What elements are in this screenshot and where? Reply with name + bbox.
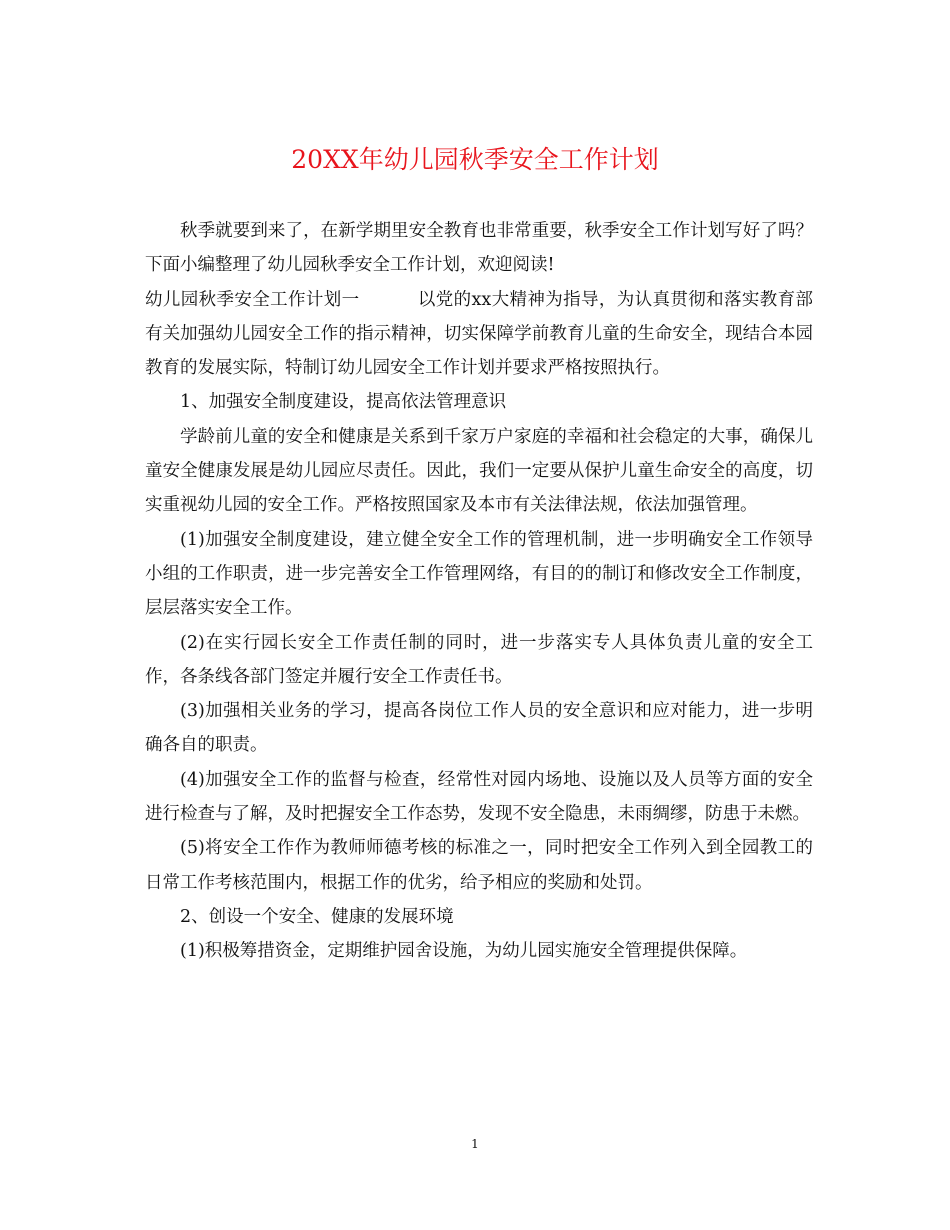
section-heading-1: 1、加强安全制度建设，提高依法管理意识 — [180, 392, 507, 413]
body-paragraph: 学龄前儿童的安全和健康是关系到千家万户家庭的幸福和社会稳定的大事，确保儿童安全健康发展是幼儿园应尽责任。因此，我们一定要从保护儿童生命安全的高度，切实重视幼儿园的安全工作。严格按照国家及本市有关法律法规，依法加强管理。 — [145, 426, 813, 516]
intro-paragraph: 秋季就要到来了，在新学期里安全教育也非常重要，秋季安全工作计划写好了吗？下面小编整理了幼儿园秋季安全工作计划，欢迎阅读! — [145, 221, 813, 276]
plan-intro-text: 以党的xx大精神为指导，为认真贯彻和落实教育部有关加强幼儿园安全工作的指示精神，切实保障学前教育儿童的生命安全，现结合本园教育的发展实际，特制订幼儿园安全工作计划并要求严格按照执行。 — [145, 289, 813, 379]
plan-one-paragraph — [145, 283, 813, 386]
document-body — [145, 214, 813, 969]
page-number: 1 — [471, 1137, 479, 1151]
list-item-1: (1)加强安全制度建设，建立健全安全工作的管理机制，进一步明确安全工作领导小组的工作职责，进一步完善安全工作管理网络，有目的的制订和修改安全工作制度，层层落实安全工作。 — [145, 529, 813, 619]
plan-label: 幼儿园秋季安全工作计划一 — [145, 289, 360, 310]
list-item-2: (2)在实行园长安全工作责任制的同时，进一步落实专人具体负责儿童的安全工作，各条线各部门签定并履行安全工作责任书。 — [145, 632, 813, 687]
section-heading-2: 2、创设一个安全、健康的发展环境 — [180, 906, 454, 927]
document-title: 20XX年幼儿园秋季安全工作计划 — [291, 145, 659, 174]
list-item-4: (4)加强安全工作的监督与检查，经常性对园内场地、设施以及人员等方面的安全进行检查与了解，及时把握安全工作态势，发现不安全隐患，未雨绸缪，防患于未燃。 — [145, 769, 813, 825]
list-item-6: (1)积极筹措资金，定期维护园舍设施，为幼儿园实施安全管理提供保障。 — [180, 941, 748, 962]
list-item-5: (5)将安全工作作为教师师德考核的标准之一，同时把安全工作列入到全园教工的日常工作考核范围内，根据工作的优劣，给予相应的奖励和处罚。 — [145, 838, 813, 893]
list-item-3: (3)加强相关业务的学习，提高各岗位工作人员的安全意识和应对能力，进一步明确各自的职责。 — [145, 701, 813, 756]
